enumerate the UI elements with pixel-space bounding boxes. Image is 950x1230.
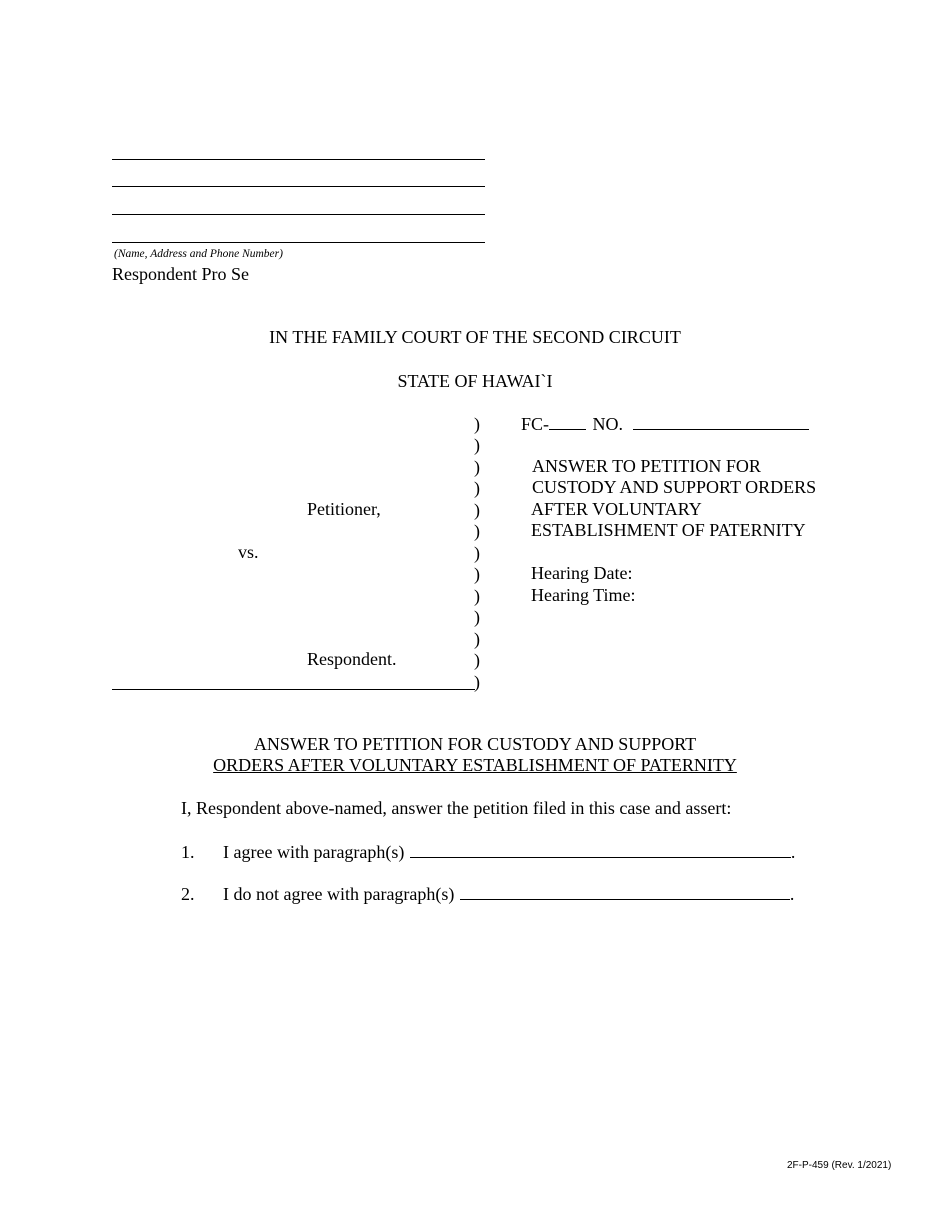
case-prefix: FC- (521, 414, 550, 434)
item-text: I agree with paragraph(s) (223, 842, 405, 862)
intro-statement: I, Respondent above-named, answer the petition filed in this case and assert: (181, 798, 732, 818)
paren: ) (474, 564, 480, 584)
case-number-blank[interactable] (633, 414, 809, 430)
paren: ) (474, 435, 480, 455)
hearing-time-label: Hearing Time: (531, 585, 636, 605)
item-number: 2. (181, 884, 195, 904)
case-number-row (521, 414, 809, 435)
name-address-line-1[interactable] (112, 159, 485, 160)
body-title-line-2-text: ORDERS AFTER VOLUNTARY ESTABLISHMENT OF PATERNITY (213, 755, 737, 775)
respondent-label: Respondent. (307, 649, 397, 669)
list-item: 1. I agree with paragraph(s) . (181, 842, 796, 862)
disagree-paragraphs-blank[interactable] (460, 884, 790, 900)
caption-bottom-rule (112, 689, 475, 690)
doc-title-line-3: AFTER VOLUNTARY (531, 499, 702, 519)
item-text: I do not agree with paragraph(s) (223, 884, 455, 904)
doc-title-line-1: ANSWER TO PETITION FOR (532, 456, 761, 476)
body-title-line-2 (0, 755, 950, 776)
name-address-line-3[interactable] (112, 214, 485, 215)
paren: ) (474, 607, 480, 627)
list-item: 2. I do not agree with paragraph(s) . (181, 884, 795, 904)
paren: ) (474, 629, 480, 649)
name-address-line-4[interactable] (112, 242, 485, 243)
paren: ) (474, 521, 480, 541)
name-address-caption: (Name, Address and Phone Number) (114, 248, 283, 260)
case-no-label: NO. (592, 414, 624, 434)
court-state: STATE OF HAWAI`I (397, 371, 553, 391)
paren: ) (474, 500, 480, 520)
form-number: 2F-P-459 (Rev. 1/2021) (787, 1160, 892, 1171)
body-title-line-1: ANSWER TO PETITION FOR CUSTODY AND SUPPORT (253, 734, 697, 754)
name-address-line-2[interactable] (112, 186, 485, 187)
vs-label: vs. (238, 542, 259, 562)
case-prefix-blank[interactable] (549, 414, 586, 430)
court-name: IN THE FAMILY COURT OF THE SECOND CIRCUIT (269, 327, 681, 347)
paren: ) (474, 414, 480, 434)
paren: ) (474, 457, 480, 477)
paren: ) (474, 672, 480, 692)
doc-title-line-2: CUSTODY AND SUPPORT ORDERS (532, 477, 817, 497)
party-designation: Respondent Pro Se (112, 264, 249, 284)
paren: ) (474, 650, 480, 670)
paren: ) (474, 543, 480, 563)
doc-title-line-4: ESTABLISHMENT OF PATERNITY (531, 520, 806, 540)
paren: ) (474, 586, 480, 606)
petitioner-label: Petitioner, (307, 499, 381, 519)
paren: ) (474, 478, 480, 498)
hearing-date-label: Hearing Date: (531, 563, 633, 583)
agree-paragraphs-blank[interactable] (410, 842, 791, 858)
item-number: 1. (181, 842, 195, 862)
